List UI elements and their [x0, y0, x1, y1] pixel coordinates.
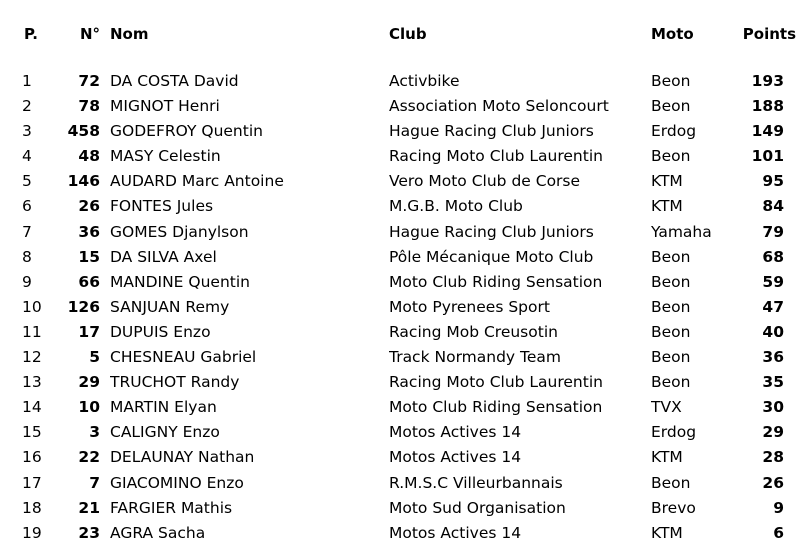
- cell-name: DELAUNAY Nathan: [110, 448, 255, 467]
- cell-points: 95: [762, 172, 784, 191]
- cell-number: 3: [89, 423, 100, 442]
- table-body: [0, 47, 800, 546]
- cell-points: 68: [762, 247, 784, 266]
- cell-moto: Beon: [651, 322, 691, 341]
- table-row: [0, 94, 800, 119]
- cell-moto: Erdog: [651, 122, 697, 141]
- cell-name: GOMES Djanylson: [110, 222, 249, 241]
- cell-name: CALIGNY Enzo: [110, 423, 220, 442]
- cell-name: MARTIN Elyan: [110, 398, 217, 417]
- cell-club: Racing Moto Club Laurentin: [389, 147, 603, 166]
- cell-club: Activbike: [389, 72, 460, 90]
- cell-club: Track Normandy Team: [389, 348, 561, 367]
- cell-position: 7: [22, 222, 32, 241]
- table-row: [0, 521, 800, 546]
- cell-position: 19: [22, 523, 42, 542]
- cell-club: R.M.S.C Villeurbannais: [389, 473, 563, 492]
- cell-name: FARGIER Mathis: [110, 498, 233, 517]
- cell-moto: KTM: [651, 448, 683, 467]
- cell-club: Pôle Mécanique Moto Club: [389, 247, 594, 266]
- cell-number: 5: [89, 348, 100, 367]
- cell-name: TRUCHOT Randy: [110, 373, 240, 392]
- cell-name: DUPUIS Enzo: [110, 322, 211, 341]
- cell-club: Hague Racing Club Juniors: [389, 122, 594, 141]
- cell-position: 4: [22, 147, 32, 166]
- cell-moto: Brevo: [651, 498, 696, 517]
- table-row: [0, 395, 800, 420]
- cell-name: CHESNEAU Gabriel: [110, 348, 257, 367]
- cell-name: MASY Celestin: [110, 147, 221, 166]
- table-row: [0, 420, 800, 445]
- cell-club: Racing Mob Creusotin: [389, 322, 558, 341]
- cell-number: 21: [78, 498, 100, 517]
- cell-points: 59: [762, 272, 784, 291]
- cell-position: 6: [22, 197, 32, 216]
- header-position: P.: [24, 24, 38, 43]
- header-club: Club: [389, 24, 427, 43]
- cell-number: 29: [78, 373, 100, 392]
- cell-club: Motos Actives 14: [389, 448, 522, 467]
- cell-position: 14: [22, 398, 42, 417]
- cell-number: 126: [67, 297, 100, 316]
- cell-position: 3: [22, 122, 32, 141]
- cell-name: AUDARD Marc Antoine: [110, 172, 284, 191]
- cell-moto: Beon: [651, 147, 691, 166]
- cell-points: 30: [762, 398, 784, 417]
- standings-table: [0, 20, 800, 546]
- table-row: [0, 69, 800, 94]
- cell-number: 7: [89, 473, 100, 492]
- cell-number: 10: [78, 398, 100, 417]
- cell-position: 8: [22, 247, 32, 266]
- table-row: [0, 194, 800, 219]
- header-name: Nom: [110, 24, 149, 43]
- cell-position: 11: [22, 322, 42, 341]
- header-points: Points: [742, 24, 796, 43]
- cell-points: 40: [762, 322, 784, 341]
- cell-moto: KTM: [651, 172, 683, 191]
- cell-points: 84: [762, 197, 784, 216]
- cell-name: DA COSTA David: [110, 72, 239, 90]
- table-row: [0, 220, 800, 245]
- cell-club: Vero Moto Club de Corse: [389, 172, 581, 191]
- cell-name: GIACOMINO Enzo: [110, 473, 244, 492]
- table-row: [0, 245, 800, 270]
- cell-position: 2: [22, 97, 32, 116]
- cell-club: Hague Racing Club Juniors: [389, 222, 594, 241]
- cell-number: 23: [78, 523, 100, 542]
- cell-moto: TVX: [651, 398, 682, 417]
- cell-number: 146: [67, 172, 100, 191]
- cell-number: 17: [78, 322, 100, 341]
- cell-position: 5: [22, 172, 32, 191]
- cell-name: GODEFROY Quentin: [110, 122, 263, 141]
- cell-name: AGRA Sacha: [110, 523, 206, 542]
- cell-moto: Beon: [651, 348, 691, 367]
- cell-club: Association Moto Seloncourt: [389, 97, 609, 116]
- table-row: [0, 471, 800, 496]
- cell-name: MIGNOT Henri: [110, 97, 220, 116]
- cell-points: 28: [762, 448, 784, 467]
- cell-name: MANDINE Quentin: [110, 272, 250, 291]
- cell-moto: KTM: [651, 197, 683, 216]
- cell-moto: Erdog: [651, 423, 697, 442]
- header-spacer: [0, 47, 800, 69]
- cell-name: FONTES Jules: [110, 197, 214, 216]
- cell-moto: Beon: [651, 272, 691, 291]
- table-row: [0, 445, 800, 470]
- table-row: [0, 496, 800, 521]
- header-row: [0, 20, 800, 47]
- cell-position: 13: [22, 373, 42, 392]
- cell-club: Moto Club Riding Sensation: [389, 398, 603, 417]
- cell-points: 9: [773, 498, 784, 517]
- cell-moto: Yamaha: [651, 222, 712, 241]
- cell-points: 36: [762, 348, 784, 367]
- cell-number: 36: [78, 222, 100, 241]
- table-row: [0, 169, 800, 194]
- table-row: [0, 320, 800, 345]
- cell-club: Moto Sud Organisation: [389, 498, 566, 517]
- cell-club: Motos Actives 14: [389, 423, 522, 442]
- cell-moto: Beon: [651, 247, 691, 266]
- cell-number: 78: [78, 97, 100, 116]
- cell-number: 66: [78, 272, 100, 291]
- cell-club: Racing Moto Club Laurentin: [389, 373, 603, 392]
- cell-position: 9: [22, 272, 32, 291]
- cell-moto: Beon: [651, 473, 691, 492]
- cell-position: 18: [22, 498, 42, 517]
- header-number: N°: [79, 24, 100, 43]
- cell-number: 72: [78, 72, 100, 90]
- cell-moto: Beon: [651, 97, 691, 116]
- header-moto: Moto: [651, 24, 694, 43]
- cell-points: 6: [773, 523, 784, 542]
- cell-points: 193: [751, 72, 784, 90]
- cell-number: 15: [78, 247, 100, 266]
- cell-position: 15: [22, 423, 42, 442]
- cell-points: 26: [762, 473, 784, 492]
- cell-position: 10: [22, 297, 42, 316]
- cell-number: 458: [67, 122, 100, 141]
- table-row: [0, 270, 800, 295]
- cell-points: 47: [762, 297, 784, 316]
- cell-position: 12: [22, 348, 42, 367]
- table-row: [0, 119, 800, 144]
- cell-moto: Beon: [651, 373, 691, 392]
- cell-position: 17: [22, 473, 42, 492]
- cell-moto: Beon: [651, 72, 691, 90]
- cell-club: Motos Actives 14: [389, 523, 522, 542]
- table-row: [0, 144, 800, 169]
- cell-points: 35: [762, 373, 784, 392]
- cell-club: M.G.B. Moto Club: [389, 197, 523, 216]
- cell-name: SANJUAN Remy: [110, 297, 230, 316]
- table-row: [0, 345, 800, 370]
- cell-number: 48: [78, 147, 100, 166]
- cell-position: 1: [22, 72, 32, 90]
- cell-points: 188: [751, 97, 784, 116]
- cell-moto: Beon: [651, 297, 691, 316]
- cell-points: 29: [762, 423, 784, 442]
- cell-points: 101: [751, 147, 784, 166]
- cell-moto: KTM: [651, 523, 683, 542]
- cell-number: 26: [78, 197, 100, 216]
- cell-number: 22: [78, 448, 100, 467]
- table-row: [0, 370, 800, 395]
- cell-club: Moto Pyrenees Sport: [389, 297, 550, 316]
- cell-name: DA SILVA Axel: [110, 247, 217, 266]
- table-row: [0, 295, 800, 320]
- cell-position: 16: [22, 448, 42, 467]
- cell-club: Moto Club Riding Sensation: [389, 272, 603, 291]
- cell-points: 149: [751, 122, 784, 141]
- cell-points: 79: [762, 222, 784, 241]
